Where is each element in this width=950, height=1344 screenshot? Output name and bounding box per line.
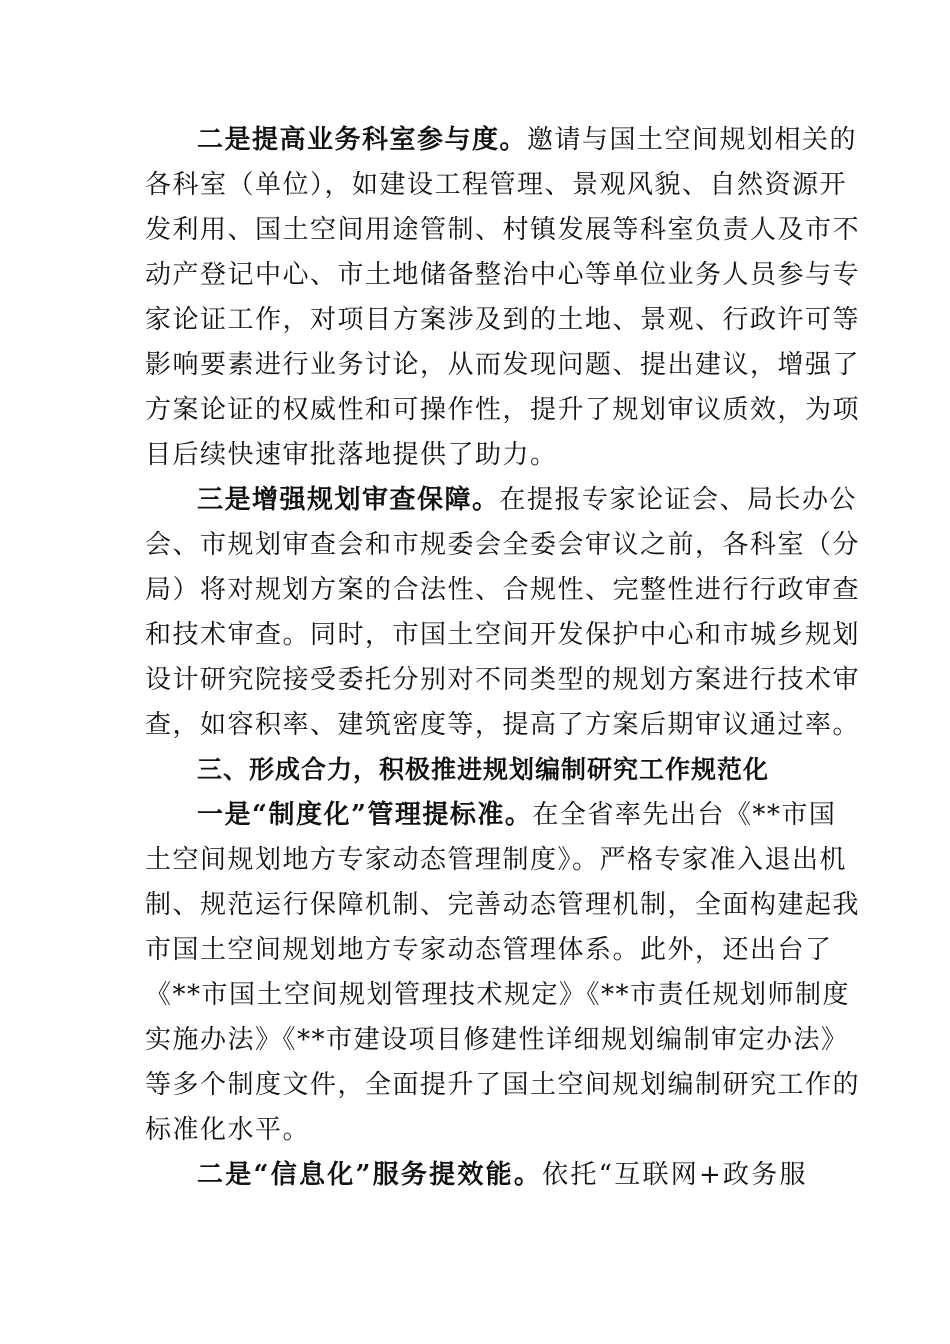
paragraph-2-line-3: 局）将对规划方案的合法性、合规性、完整性进行行政审查 [145,575,861,605]
paragraph-1-line-5: 家论证工作，对项目方案涉及到的土地、景观、行政许可等 [145,305,861,335]
paragraph-1-line-3: 发利用、国土空间用途管制、村镇发展等科室负责人及市不 [145,215,861,245]
paragraph-2-lead: 三是增强规划审查保障。 [197,485,500,515]
paragraph-1-line-4: 动产登记中心、市土地储备整治中心等单位业务人员参与专 [145,260,861,290]
paragraph-3-line-2: 土空间规划地方专家动态管理制度》。严格专家准入退出机 [145,845,848,875]
paragraph-3-line-4: 市国土空间规划地方专家动态管理体系。此外，还出台了 [145,935,833,965]
paragraph-3-line-5: 《**市国土空间规划管理技术规定》《**市责任规划师制度 [145,980,851,1010]
paragraph-2-line-4: 和技术审查。同时，市国土空间开发保护中心和市城乡规划 [145,620,861,650]
paragraph-3-line-7: 等多个制度文件，全面提升了国土空间规划编制研究工作的 [145,1070,861,1100]
paragraph-1-line-6: 影响要素进行业务讨论，从而发现问题、提出建议，增强了 [145,350,861,380]
paragraph-1-line-7: 方案论证的权威性和可操作性，提升了规划审议质效，为项 [145,395,861,425]
paragraph-3-line-8: 标准化水平。 [145,1115,311,1145]
paragraph-1-line-2: 各科室（单位），如建设工程管理、景观风貌、自然资源开 [145,170,848,200]
paragraph-3-line-6: 实施办法》《**市建设项目修建性详细规划编制审定办法》 [145,1025,849,1055]
paragraph-2-line-6: 查，如容积率、建筑密度等，提高了方案后期审议通过率。 [145,710,861,740]
paragraph-4-lead: 二是“信息化”服务提效能。 [197,1160,543,1190]
paragraph-1-line-1: 二是提高业务科室参与度。邀请与国土空间规划相关的 [197,125,858,155]
paragraph-1-lead: 二是提高业务科室参与度。 [197,125,528,155]
paragraph-1-line-8: 目后续快速审批落地提供了助力。 [145,440,558,470]
section-heading: 三、形成合力，积极推进规划编制研究工作规范化 [197,755,770,784]
paragraph-2-line-5: 设计研究院接受委托分别对不同类型的规划方案进行技术审 [145,665,861,695]
paragraph-3-lead: 一是“制度化”管理提标准。 [197,800,533,830]
paragraph-3-line-3: 制、规范运行保障机制、完善动态管理机制，全面构建起我 [145,890,861,920]
paragraph-2-line-2: 会、市规划审查会和市规委会全委会审议之前，各科室（分 [145,530,861,560]
paragraph-2-line-1: 三是增强规划审查保障。在提报专家论证会、局长办公 [197,485,858,515]
paragraph-4-line-1: 二是“信息化”服务提效能。依托“互联网+政务服 [197,1160,807,1190]
paragraph-3-line-1: 一是“制度化”管理提标准。在全省率先出台《**市国 [197,800,837,830]
